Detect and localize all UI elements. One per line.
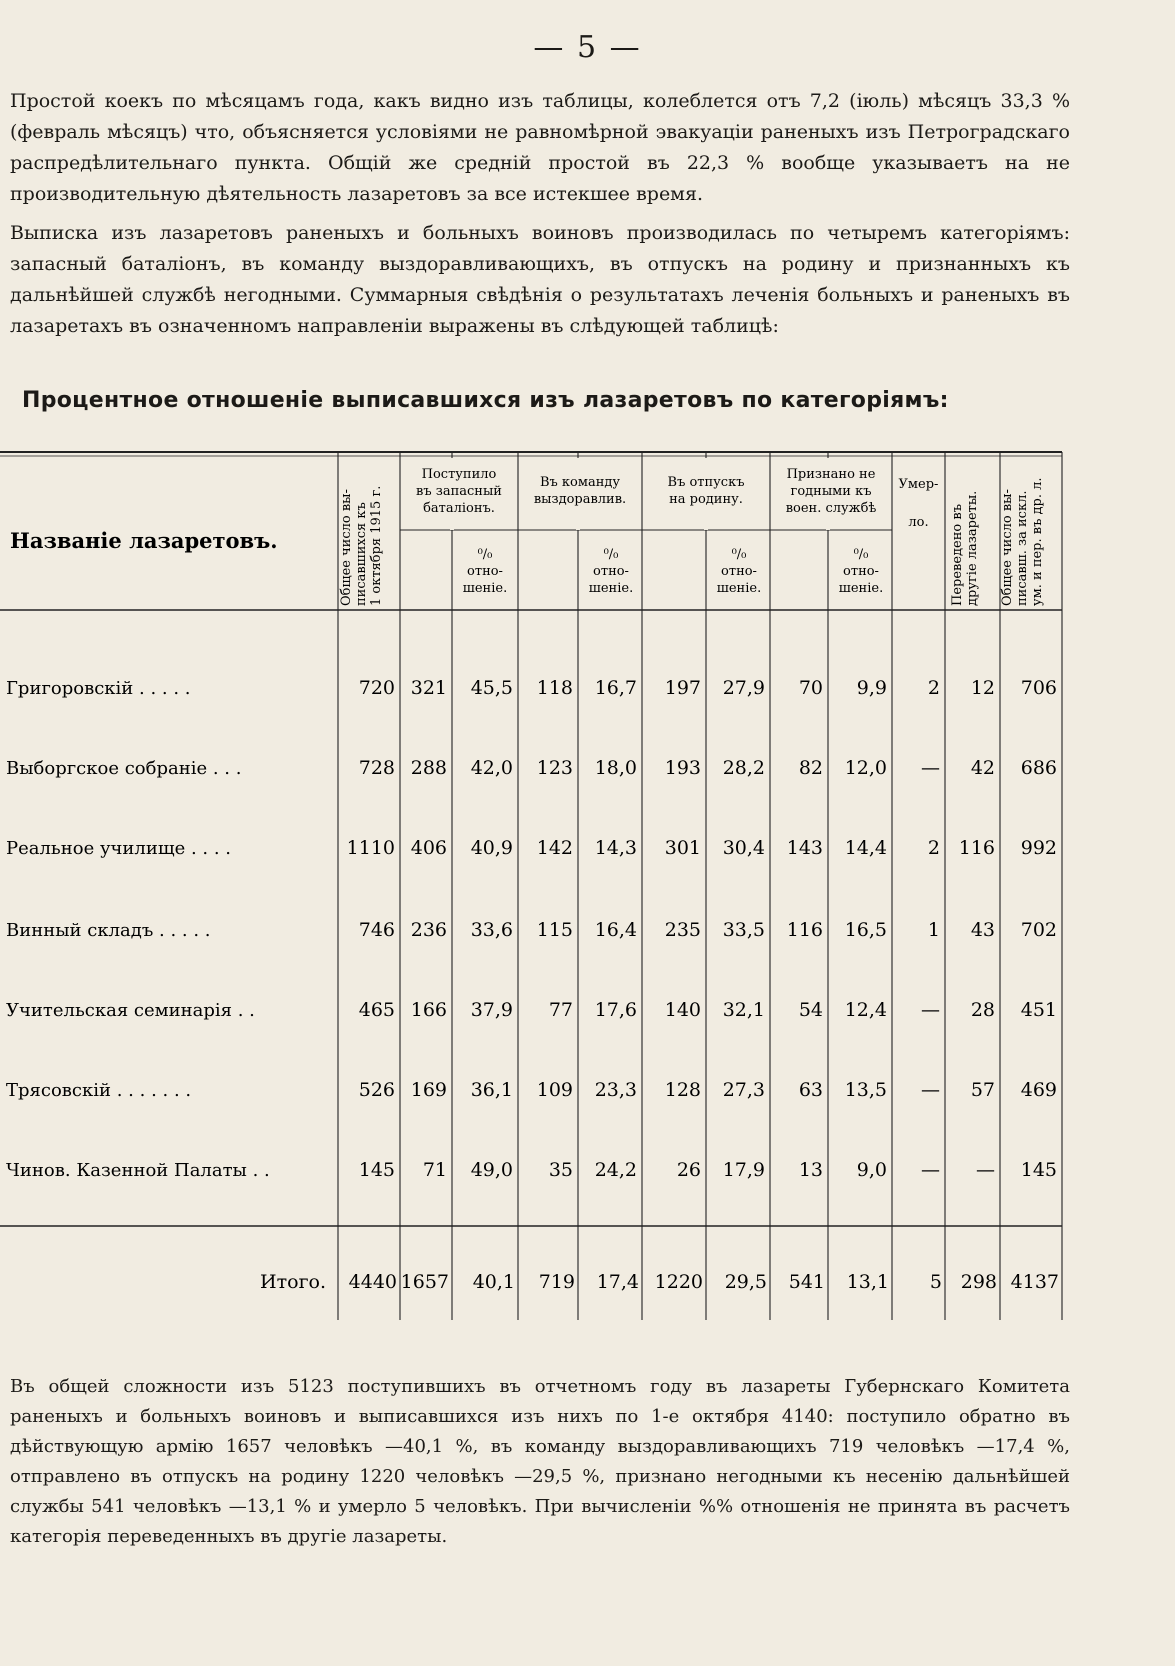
summary-paragraph [10, 1372, 1070, 1552]
table-title: Процентное отношеніе выписавшихся изъ лазаретовъ по категоріямъ: [22, 388, 949, 413]
row-value: 142 [536, 837, 573, 859]
row-value: 17,6 [594, 999, 637, 1021]
row-value: 17,9 [722, 1159, 765, 1181]
row-value: 116 [786, 919, 823, 941]
total-label: Итого. [260, 1271, 326, 1293]
row-value: — [921, 1159, 940, 1181]
total-value: 5 [929, 1271, 942, 1293]
row-value: 37,9 [470, 999, 513, 1021]
total-value: 541 [788, 1271, 825, 1293]
row-value: 14,3 [594, 837, 637, 859]
header-percent: отно- [467, 564, 503, 579]
row-value: 71 [422, 1159, 447, 1181]
row-value: 28,2 [722, 757, 765, 779]
header-percent: шеніе. [462, 581, 508, 596]
row-value: 2 [927, 837, 940, 859]
row-value: 24,2 [594, 1159, 637, 1181]
header-transferred: Переведено въ [950, 504, 965, 606]
header-total-excluding: Общее число вы- [1000, 489, 1015, 606]
row-value: 27,3 [722, 1079, 765, 1101]
row-value: 235 [664, 919, 701, 941]
row-value: 49,0 [470, 1159, 513, 1181]
row-value: 140 [664, 999, 701, 1021]
header-died: Умер- [898, 477, 939, 492]
row-value: 145 [358, 1159, 395, 1181]
row-value: 702 [1020, 919, 1057, 941]
row-name: Трясовскій . . . . . . . [6, 1080, 192, 1101]
header-total-discharged: 1 октября 1915 г. [369, 485, 384, 606]
row-value: 43 [970, 919, 995, 941]
row-value: 12 [970, 677, 995, 699]
row-value: 145 [1020, 1159, 1057, 1181]
row-value: 118 [536, 677, 573, 699]
row-value: 526 [358, 1079, 395, 1101]
total-value: 298 [960, 1271, 997, 1293]
header-percent: шеніе. [716, 581, 762, 596]
header-reserve: Поступило [421, 467, 497, 482]
header-transferred: другіе лазареты. [965, 490, 980, 606]
discharge-table-svg [0, 448, 1070, 1358]
row-value: 115 [536, 919, 573, 941]
row-value: 469 [1020, 1079, 1057, 1101]
header-percent: отно- [593, 564, 629, 579]
row-value: 193 [664, 757, 701, 779]
row-value: 16,7 [594, 677, 637, 699]
row-value: 82 [798, 757, 823, 779]
header-convalescent: выздоравлив. [533, 492, 627, 507]
row-value: 406 [410, 837, 447, 859]
total-value: 4137 [1010, 1271, 1059, 1293]
paragraph-1 [10, 86, 1070, 210]
row-name: Выборгское собраніе . . . [6, 758, 242, 779]
row-value: — [921, 757, 940, 779]
row-value: 451 [1020, 999, 1057, 1021]
row-value: 23,3 [594, 1079, 637, 1101]
row-value: 42 [970, 757, 995, 779]
header-total-excluding: писавш. за искл. [1015, 490, 1030, 606]
header-leave: Въ отпускъ [667, 475, 745, 490]
row-value: 728 [358, 757, 395, 779]
row-value: 1110 [346, 837, 395, 859]
row-value: 16,4 [594, 919, 637, 941]
row-name: Реальное училище . . . . [6, 838, 232, 859]
row-value: 26 [676, 1159, 701, 1181]
header-percent: шеніе. [588, 581, 634, 596]
total-value: 4440 [348, 1271, 397, 1293]
header-percent: шеніе. [838, 581, 884, 596]
header-reserve: баталіонъ. [423, 501, 495, 516]
row-value: 40,9 [470, 837, 513, 859]
header-percent: ⁰/₀ [477, 547, 493, 562]
row-value: 301 [664, 837, 701, 859]
row-value: 686 [1020, 757, 1057, 779]
row-value: 143 [786, 837, 823, 859]
header-percent: ⁰/₀ [731, 547, 747, 562]
row-value: 57 [970, 1079, 995, 1101]
row-value: 18,0 [594, 757, 637, 779]
row-name: Учительская семинарія . . [6, 1000, 255, 1021]
header-percent: ⁰/₀ [603, 547, 619, 562]
header-total-discharged: Общее число вы- [339, 489, 354, 606]
row-name: Григоровскій . . . . . [6, 678, 191, 699]
total-value: 719 [538, 1271, 575, 1293]
header-leave: на родину. [669, 492, 743, 507]
row-value: 109 [536, 1079, 573, 1101]
total-value: 1657 [400, 1271, 449, 1293]
paragraph-2 [10, 218, 1070, 342]
row-value: 14,4 [844, 837, 887, 859]
total-value: 29,5 [724, 1271, 767, 1293]
row-value: 166 [410, 999, 447, 1021]
row-value: 35 [548, 1159, 573, 1181]
row-value: 123 [536, 757, 573, 779]
row-name: Винный складъ . . . . . [6, 920, 211, 941]
paragraph-text: Простой коекъ по мѣсяцамъ года, какъ видно изъ таблицы, колеблется отъ 7,2 (іюль) мѣсяцъ 33,3 % (февраль мѣсяцъ) что, объясняется условіями не равномѣрной эвакуаціи раненыхъ изъ Петроградскаго распредѣлительнаго пункта. Общій же средній простой въ 22,3 % вообще указываетъ на не производительную дѣятельность лазаретовъ за все истекшее время. [10, 90, 1070, 205]
row-value: — [921, 999, 940, 1021]
row-value: 9,9 [856, 677, 887, 699]
row-value: 13,5 [844, 1079, 887, 1101]
row-value: 16,5 [844, 919, 887, 941]
row-value: 992 [1020, 837, 1057, 859]
row-value: 746 [358, 919, 395, 941]
row-value: 706 [1020, 677, 1057, 699]
total-value: 13,1 [846, 1271, 889, 1293]
row-value: 63 [798, 1079, 823, 1101]
row-value: 13 [798, 1159, 823, 1181]
row-value: 36,1 [470, 1079, 513, 1101]
row-value: 720 [358, 677, 395, 699]
header-percent: ⁰/₀ [853, 547, 869, 562]
paragraph-text: Выписка изъ лазаретовъ раненыхъ и больныхъ воиновъ производилась по четыремъ категоріямъ: запасный баталіонъ, въ команду выздоравливающихъ, въ отпускъ на родину и признанныхъ къ дальнѣйшей службѣ негодными. Суммарныя свѣдѣнія о результатахъ леченія больныхъ и раненыхъ въ лазаретахъ въ означенномъ направленіи выражены въ слѣдующей таблицѣ: [10, 222, 1070, 337]
header-percent: отно- [721, 564, 757, 579]
row-value: 77 [548, 999, 573, 1021]
row-value: 12,4 [844, 999, 887, 1021]
header-total-excluding: ум. и пер. въ др. л. [1030, 477, 1045, 606]
row-value: 1 [927, 919, 940, 941]
row-name: Чинов. Казенной Палаты . . [6, 1160, 270, 1181]
summary-text: Въ общей сложности изъ 5123 поступившихъ въ отчетномъ году въ лазареты Губернскаго Комитета раненыхъ и больныхъ воиновъ и выписавшихся изъ нихъ по 1-е октября 4140: поступило обратно въ дѣйствующую армію 1657 человѣкъ —40,1 %, въ команду выздоравливающихъ 719 человѣкъ —17,4 %, отправлено въ отпускъ на родину 1220 человѣкъ —29,5 %, признано негодными къ несенію дальнѣйшей службы 541 человѣкъ —13,1 % и умерло 5 человѣкъ. При вычисленіи %% отношенія не принята въ расчетъ категорія переведенныхъ въ другіе лазареты. [10, 1376, 1070, 1547]
header-unfit: воен. службѣ [785, 501, 877, 516]
row-value: 116 [958, 837, 995, 859]
row-value: 54 [798, 999, 823, 1021]
row-value: 33,6 [470, 919, 513, 941]
row-value: 465 [358, 999, 395, 1021]
row-value: 197 [664, 677, 701, 699]
total-value: 40,1 [472, 1271, 515, 1293]
row-value: 236 [410, 919, 447, 941]
row-value: 169 [410, 1079, 447, 1101]
row-value: 12,0 [844, 757, 887, 779]
row-value: 30,4 [722, 837, 765, 859]
row-value: — [921, 1079, 940, 1101]
header-died: ло. [908, 515, 929, 530]
header-name: Названіе лазаретовъ. [10, 528, 278, 553]
row-value: — [976, 1159, 995, 1181]
row-value: 42,0 [470, 757, 513, 779]
row-value: 32,1 [722, 999, 765, 1021]
header-reserve: въ запасный [416, 484, 502, 499]
header-percent: отно- [843, 564, 879, 579]
row-value: 28 [970, 999, 995, 1021]
discharge-table [0, 448, 1070, 1358]
row-value: 9,0 [856, 1159, 887, 1181]
row-value: 128 [664, 1079, 701, 1101]
total-value: 17,4 [596, 1271, 639, 1293]
header-total-discharged: писавшихся къ [354, 502, 369, 606]
row-value: 33,5 [722, 919, 765, 941]
row-value: 321 [410, 677, 447, 699]
header-unfit: Признано не [786, 467, 876, 482]
row-value: 27,9 [722, 677, 765, 699]
page-number: — 5 — [533, 30, 642, 65]
row-value: 45,5 [470, 677, 513, 699]
total-value: 1220 [654, 1271, 703, 1293]
row-value: 70 [798, 677, 823, 699]
header-convalescent: Въ команду [539, 475, 621, 490]
row-value: 2 [927, 677, 940, 699]
row-value: 288 [410, 757, 447, 779]
header-unfit: годными къ [790, 484, 872, 499]
